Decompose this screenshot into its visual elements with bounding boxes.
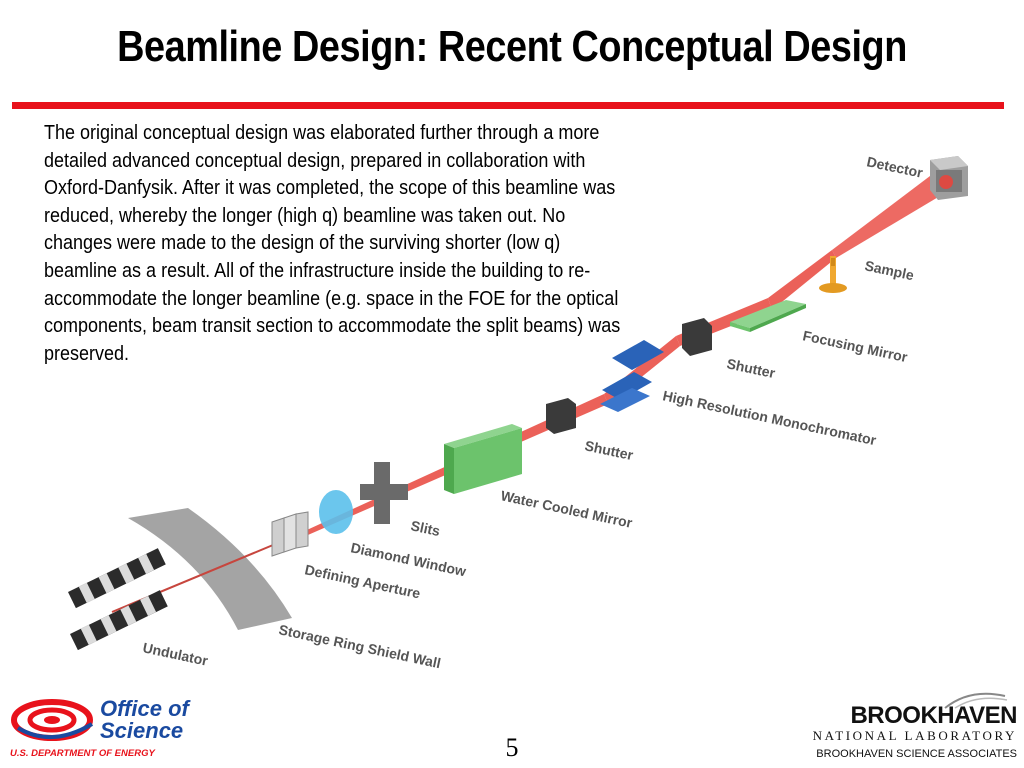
body-paragraph: The original conceptual design was elaborated further through a more detailed advanced conceptual design, prepared in collaboration with Oxford-Danfysik. After it was completed, the scope of this beamline was reduced, whereby the longer (high q) beamline was taken out. No changes were made to the design of the surviving shorter (low q) beamline as a result. All of the infrastructure inside the building to re-accommodate the longer beamline (e.g. space in the FOE for the optical components, beam transit section to accommodate the split beams) was preserved. — [44, 122, 621, 365]
label-monochromator: High Resolution Monochromator — [661, 387, 878, 449]
beam-main-4 — [768, 250, 836, 310]
doe-line2: Science — [100, 718, 184, 743]
beamline-diagram — [0, 130, 1024, 690]
slide-title: Beamline Design: Recent Conceptual Design — [117, 22, 907, 71]
bnl-associates: BROOKHAVEN SCIENCE ASSOCIATES — [816, 748, 1017, 760]
shutter-2 — [682, 318, 712, 356]
bnl-name: BROOKHAVEN — [850, 702, 1017, 729]
slits — [360, 462, 408, 524]
doe-office-of-science-logo — [8, 694, 223, 762]
label-sample: Sample — [863, 257, 916, 284]
label-diamond-window: Diamond Window — [349, 539, 468, 580]
label-detector: Detector — [865, 153, 925, 181]
water-cooled-mirror — [444, 424, 522, 494]
brookhaven-logo — [795, 690, 1017, 764]
label-storage-ring-shield-wall: Storage Ring Shield Wall — [277, 621, 443, 672]
page-number: 5 — [505, 733, 519, 762]
label-slits: Slits — [409, 517, 442, 540]
doe-line3: U.S. DEPARTMENT OF ENERGY — [10, 748, 155, 759]
diamond-window — [319, 490, 353, 534]
label-undulator: Undulator — [141, 639, 210, 669]
monochromator — [600, 340, 664, 412]
label-shutter-1: Shutter — [583, 437, 635, 464]
title-divider — [12, 102, 1004, 109]
undulator — [68, 548, 168, 650]
label-shutter-2: Shutter — [725, 355, 777, 382]
doe-line1: Office of — [100, 696, 189, 721]
detector — [930, 156, 968, 200]
label-defining-aperture: Defining Aperture — [303, 561, 422, 602]
label-focusing-mirror: Focusing Mirror — [801, 327, 909, 366]
label-water-cooled-mirror: Water Cooled Mirror — [499, 487, 634, 531]
bnl-subtitle: NATIONAL LABORATORY — [812, 728, 1017, 743]
shutter-1 — [546, 398, 576, 434]
doe-swirl-icon — [14, 702, 92, 738]
defining-aperture — [272, 512, 308, 556]
